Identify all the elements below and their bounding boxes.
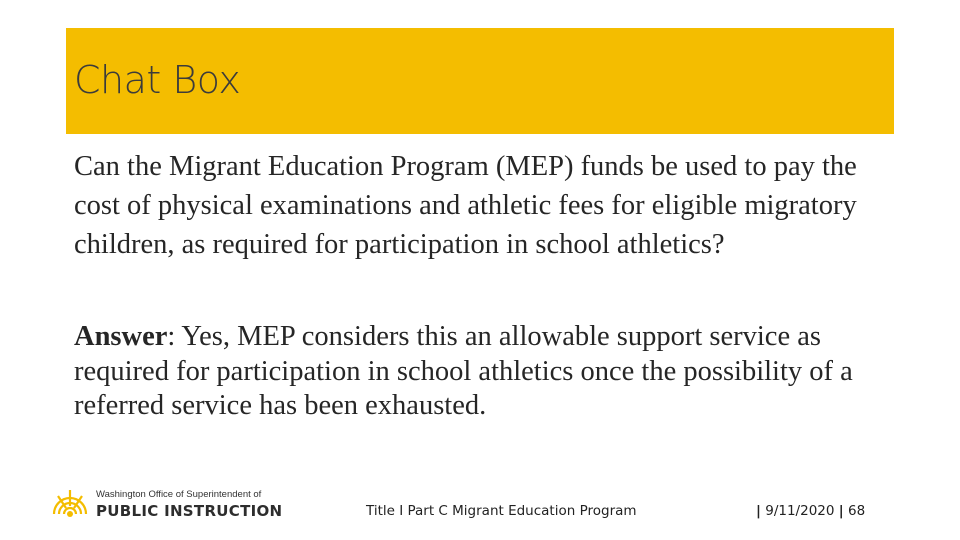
title-bar bbox=[66, 28, 894, 134]
footer-separator: | bbox=[838, 503, 844, 519]
logo-line1: Washington Office of Superintendent of bbox=[96, 489, 262, 500]
question-text: Can the Migrant Education Program (MEP) funds be used to pay the cost of physical examinations and athletic fees for eligible migratory children, as required for participation in school athletics? bbox=[74, 151, 857, 260]
footer-date-page bbox=[756, 503, 865, 519]
footer-separator: | bbox=[756, 503, 761, 519]
logo-line2: PUBLIC INSTRUCTION bbox=[96, 502, 283, 520]
answer-text: : Yes, MEP considers this an allowable support service as required for participation in school athletics once the possibility of a referred service has been exhausted. bbox=[74, 321, 853, 421]
slide-title: Chat Box bbox=[74, 58, 241, 102]
answer-label: Answer bbox=[74, 321, 168, 352]
ospi-sunburst-logo-icon bbox=[50, 484, 90, 524]
answer-paragraph bbox=[74, 320, 904, 424]
ospi-logo bbox=[50, 484, 283, 526]
footer-page-number: 68 bbox=[848, 503, 866, 519]
footer-date: 9/11/2020 bbox=[765, 503, 835, 519]
footer-program: Title I Part C Migrant Education Program bbox=[366, 503, 637, 519]
